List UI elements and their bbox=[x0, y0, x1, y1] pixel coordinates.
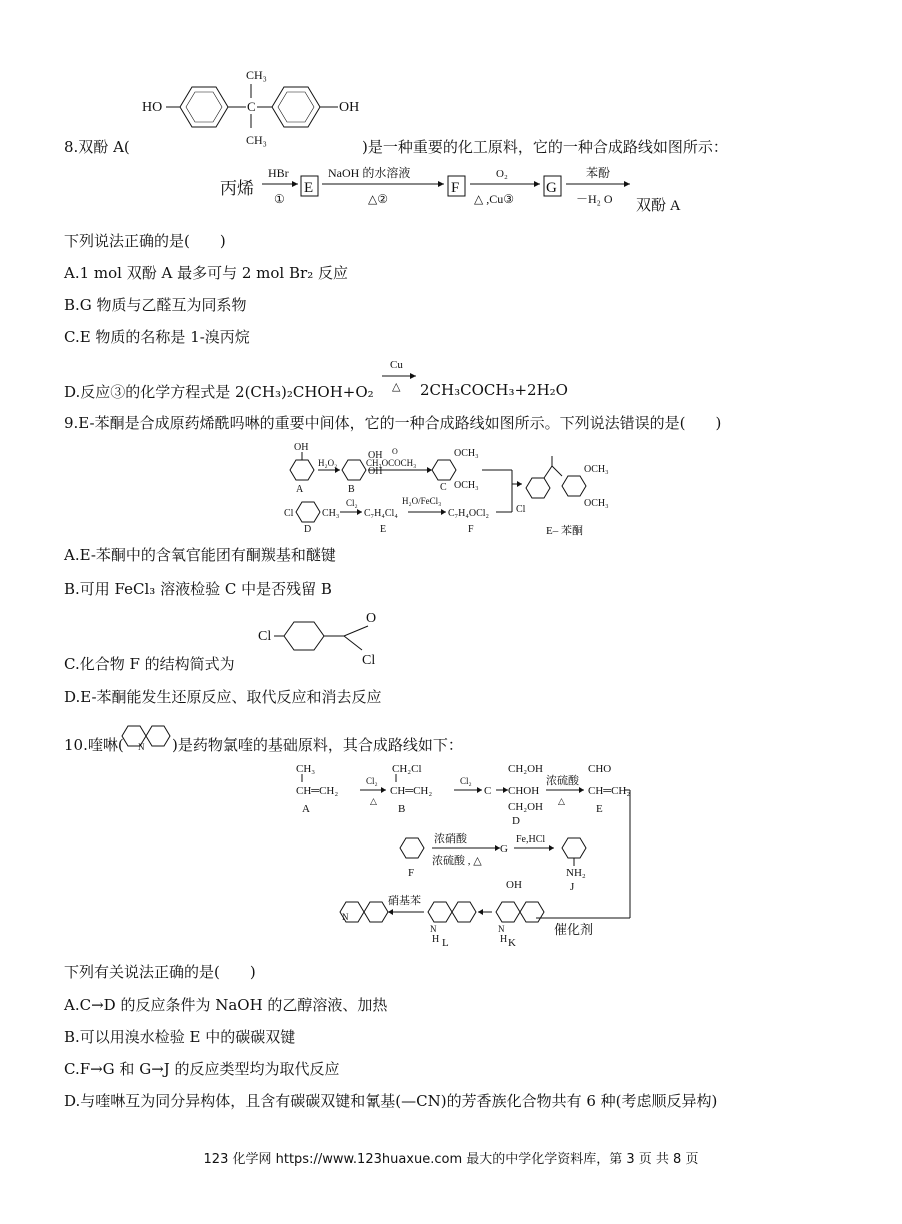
q9-option-d: D.E-苯酮能发生还原反应、取代反应和消去反应 bbox=[64, 688, 382, 706]
route-end: 双酚 A bbox=[636, 198, 681, 214]
step3-label: △ ,Cu③ bbox=[474, 192, 514, 206]
q8-option-b: B.G 物质与乙醛互为同系物 bbox=[64, 296, 247, 314]
svg-text:H₂O₂: H₂O₂ bbox=[318, 458, 338, 468]
svg-text:N: N bbox=[430, 924, 437, 934]
svg-text:C: C bbox=[484, 785, 492, 797]
svg-text:L: L bbox=[442, 937, 449, 949]
svg-text:CH₃: CH₃ bbox=[322, 508, 340, 519]
q10-stem-suffix: )是药物氯喹的基础原料，其合成路线如下： bbox=[172, 736, 463, 754]
ch3-top-label: CH₃ bbox=[246, 68, 267, 82]
box-g: G bbox=[546, 180, 557, 196]
box-f: F bbox=[451, 180, 460, 196]
svg-text:Cu: Cu bbox=[390, 359, 403, 371]
svg-text:N: N bbox=[138, 742, 145, 752]
quinoline-structure bbox=[118, 718, 174, 754]
svg-text:CH═CH₂: CH═CH₂ bbox=[588, 785, 631, 797]
svg-text:CH═CH₂: CH═CH₂ bbox=[296, 785, 339, 797]
svg-text:O: O bbox=[392, 447, 398, 456]
step2-label: △② bbox=[368, 192, 388, 206]
page-footer: 123 化学网 https://www.123huaxue.com 最大的中学化学资料库，第 3 页 共 8 页 bbox=[203, 1152, 699, 1167]
svg-text:OCH₃: OCH₃ bbox=[584, 498, 609, 509]
step4-reagent: 苯酚 bbox=[586, 166, 611, 180]
q8-option-d-prefix: D.反应③的化学方程式是 2(CH₃)₂CHOH+O₂ bbox=[64, 383, 374, 401]
svg-text:O: O bbox=[366, 611, 377, 626]
step1-label: ① bbox=[274, 192, 285, 206]
svg-text:催化剂: 催化剂 bbox=[554, 922, 594, 937]
svg-text:OH: OH bbox=[368, 450, 383, 461]
svg-text:Fe,HCl: Fe,HCl bbox=[516, 834, 546, 845]
svg-text:NH₂: NH₂ bbox=[566, 867, 586, 879]
svg-text:OH: OH bbox=[506, 879, 522, 891]
q9-option-c: C.化合物 F 的结构简式为 bbox=[64, 655, 235, 673]
box-e: E bbox=[304, 180, 314, 196]
svg-text:OCH₃: OCH₃ bbox=[454, 448, 479, 459]
svg-text:H₂O/FeCl₃: H₂O/FeCl₃ bbox=[402, 496, 442, 506]
route-start: 丙烯 bbox=[220, 179, 254, 198]
svg-text:CH₃: CH₃ bbox=[296, 763, 316, 775]
svg-text:E: E bbox=[380, 524, 387, 535]
svg-text:C₇H₄OCl₂: C₇H₄OCl₂ bbox=[448, 508, 490, 519]
svg-text:G: G bbox=[500, 843, 508, 855]
svg-text:Cl₂: Cl₂ bbox=[346, 498, 358, 508]
svg-text:D: D bbox=[512, 815, 520, 827]
svg-text:K: K bbox=[508, 937, 516, 949]
svg-text:C: C bbox=[440, 482, 447, 493]
q10-option-b: B.可以用溴水检验 E 中的碳碳双键 bbox=[64, 1028, 296, 1046]
q8-stem-prefix: 8.双酚 A( bbox=[64, 138, 130, 156]
svg-text:Cl: Cl bbox=[284, 508, 294, 519]
svg-text:△: △ bbox=[370, 796, 377, 806]
q9-option-a: A.E-苯酮中的含氧官能团有酮羰基和醚键 bbox=[64, 546, 336, 564]
q8-question: 下列说法正确的是( ) bbox=[64, 232, 226, 250]
q10-synthesis-scheme bbox=[292, 760, 636, 952]
step1-reagent: HBr bbox=[268, 166, 289, 180]
q8-option-a: A.1 mol 双酚 A 最多可与 2 mol Br₂ 反应 bbox=[64, 264, 348, 282]
svg-text:E: E bbox=[596, 803, 603, 815]
svg-text:CH═CH₂: CH═CH₂ bbox=[390, 785, 433, 797]
svg-text:浓硫酸 , △: 浓硫酸 , △ bbox=[432, 855, 482, 867]
svg-text:Cl₂: Cl₂ bbox=[366, 776, 378, 786]
svg-text:H: H bbox=[500, 934, 508, 945]
q8-stem-suffix: )是一种重要的化工原料，它的一种合成路线如图所示： bbox=[362, 138, 728, 156]
svg-text:CH₂OH: CH₂OH bbox=[508, 801, 544, 813]
q9-option-b: B.可用 FeCl₃ 溶液检验 C 中是否残留 B bbox=[64, 580, 332, 598]
svg-text:OCH₃: OCH₃ bbox=[584, 464, 609, 475]
svg-text:F: F bbox=[468, 524, 474, 535]
svg-text:CHO: CHO bbox=[588, 763, 612, 775]
q9-option-c-structure bbox=[254, 608, 394, 668]
svg-text:B: B bbox=[348, 484, 355, 495]
svg-text:OH: OH bbox=[368, 466, 383, 477]
q10-question: 下列有关说法正确的是( ) bbox=[64, 963, 256, 981]
q9-synthesis-scheme bbox=[282, 440, 622, 540]
svg-text:E– 苯酮: E– 苯酮 bbox=[546, 525, 583, 537]
q9-stem: 9.E-苯酮是合成原药烯酰吗啉的重要中间体，它的一种合成路线如图所示。下列说法错误的是( ) bbox=[64, 414, 722, 432]
svg-text:△: △ bbox=[558, 796, 565, 806]
q10-option-c: C.F→G 和 G→J 的反应类型均为取代反应 bbox=[64, 1060, 340, 1078]
svg-text:Cl: Cl bbox=[516, 504, 526, 515]
q10-stem-prefix: 10.喹啉( bbox=[64, 736, 124, 754]
bisphenol-a-structure bbox=[138, 62, 378, 152]
svg-text:浓硫酸: 浓硫酸 bbox=[546, 775, 579, 787]
svg-text:N: N bbox=[498, 924, 505, 934]
svg-text:B: B bbox=[398, 803, 406, 815]
q8-option-d-arrow bbox=[380, 356, 420, 398]
svg-text:CH₂OH: CH₂OH bbox=[508, 763, 544, 775]
svg-text:CH₂Cl: CH₂Cl bbox=[392, 763, 422, 775]
q8-option-d-suffix: 2CH₃COCH₃+2H₂O bbox=[420, 381, 568, 399]
q8-option-c: C.E 物质的名称是 1-溴丙烷 bbox=[64, 328, 250, 346]
svg-text:OH: OH bbox=[294, 442, 309, 453]
svg-text:C₇H₄Cl₄: C₇H₄Cl₄ bbox=[364, 508, 398, 519]
step3-reagent: O₂ bbox=[496, 168, 508, 180]
step2-reagent: NaOH 的水溶液 bbox=[328, 166, 411, 180]
svg-text:J: J bbox=[570, 881, 575, 893]
q10-option-d: D.与喹啉互为同分异构体，且含有碳碳双键和氰基(—CN)的芳香族化合物共有 6 种(考虑顺反异构) bbox=[64, 1092, 718, 1110]
svg-text:F: F bbox=[408, 867, 415, 879]
svg-text:A: A bbox=[302, 803, 310, 815]
svg-text:N: N bbox=[342, 912, 349, 922]
svg-text:H: H bbox=[432, 934, 440, 945]
svg-text:Cl: Cl bbox=[362, 653, 376, 668]
svg-text:D: D bbox=[304, 524, 312, 535]
ch3-bottom-label: CH₃ bbox=[246, 133, 267, 147]
ho-left-label: HO bbox=[142, 100, 163, 115]
q10-option-a: A.C→D 的反应条件为 NaOH 的乙醇溶液、加热 bbox=[64, 996, 388, 1014]
svg-text:CH₃OCOCH₃: CH₃OCOCH₃ bbox=[366, 458, 417, 468]
oh-right-label: OH bbox=[339, 100, 360, 115]
svg-text:A: A bbox=[296, 484, 304, 495]
svg-text:Cl: Cl bbox=[258, 629, 272, 644]
step4-label: －H₂ O bbox=[576, 192, 613, 206]
svg-text:硝基苯: 硝基苯 bbox=[388, 895, 421, 907]
svg-text:Cl₂: Cl₂ bbox=[460, 776, 472, 786]
svg-text:△: △ bbox=[392, 381, 401, 393]
q8-synthesis-route bbox=[218, 162, 698, 216]
svg-text:浓硝酸: 浓硝酸 bbox=[434, 833, 467, 845]
svg-text:CHOH: CHOH bbox=[508, 785, 540, 797]
central-carbon: C bbox=[247, 99, 256, 114]
svg-text:OCH₃: OCH₃ bbox=[454, 480, 479, 491]
